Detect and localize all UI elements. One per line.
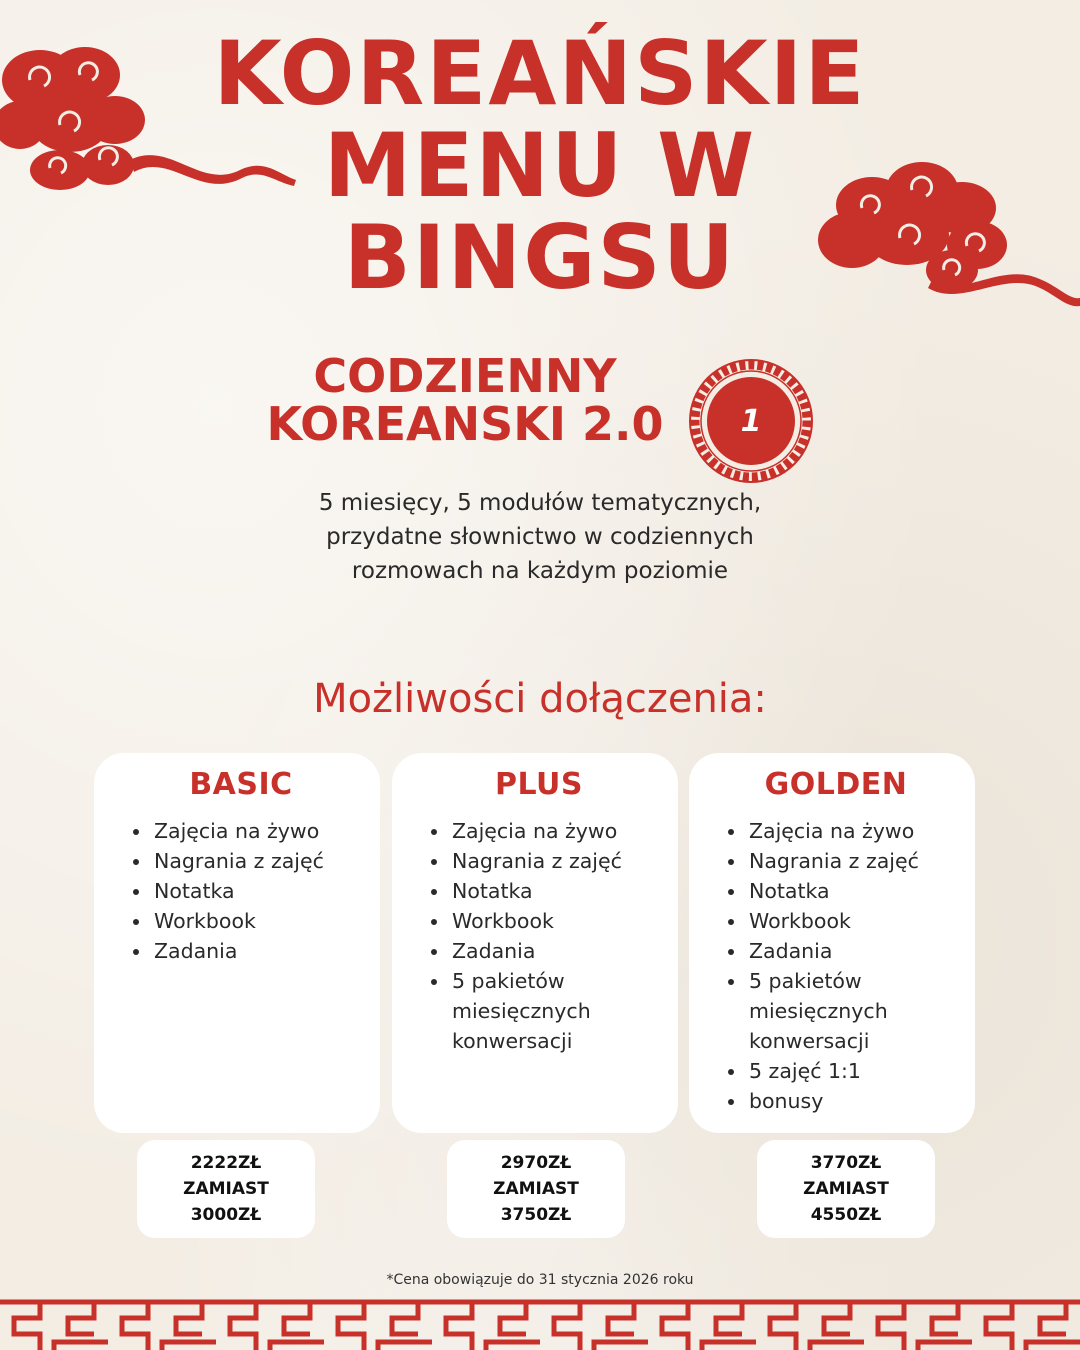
plan-card-plus: [392, 753, 678, 1133]
title-line-1: KOREAŃSKIE: [213, 22, 867, 125]
page-title: [0, 22, 1080, 309]
plan-name: BASIC: [189, 767, 293, 802]
price-current: 2970ZŁ: [500, 1153, 572, 1173]
badge-number: 1: [740, 404, 762, 439]
title-line-2: MENU W: [323, 114, 757, 217]
list-item: • Zajęcia na żywo: [152, 816, 366, 846]
feature-list: [116, 816, 366, 966]
price-original: 3750ZŁ: [500, 1205, 572, 1225]
feature-list: [711, 816, 961, 1116]
course-title: [250, 349, 680, 451]
plan-card-golden: [689, 753, 975, 1133]
greek-key-medallion-icon: [688, 358, 814, 484]
plan-name: PLUS: [494, 767, 583, 802]
course-title-line-1: CODZIENNY: [313, 349, 617, 403]
price-instead: ZAMIAST: [493, 1179, 579, 1199]
list-item: • 5 zajęć 1:1: [747, 1056, 961, 1086]
plan-card-basic: [94, 753, 380, 1133]
price-instead: ZAMIAST: [183, 1179, 269, 1199]
list-item: • Nagrania z zajęć: [747, 846, 961, 876]
price-box-basic: [137, 1140, 315, 1238]
price-instead: ZAMIAST: [803, 1179, 889, 1199]
list-item: • 5 pakietów miesięcznych konwersacji: [450, 966, 664, 1056]
list-item: • Zajęcia na żywo: [747, 816, 961, 846]
list-item: • 5 pakietów miesięcznych konwersacji: [747, 966, 961, 1056]
price-current: 2222ZŁ: [190, 1153, 262, 1173]
list-item: • Nagrania z zajęć: [152, 846, 366, 876]
price-original: 3000ZŁ: [190, 1205, 262, 1225]
options-heading: Możliwości dołączenia:: [313, 676, 767, 722]
list-item: • Notatka: [450, 876, 664, 906]
list-item: • Notatka: [152, 876, 366, 906]
list-item: • Zajęcia na żywo: [450, 816, 664, 846]
price-footnote: *Cena obowiązuje do 31 stycznia 2026 roku: [386, 1272, 694, 1288]
title-line-3: BINGSU: [343, 206, 737, 309]
list-item: • Zadania: [152, 936, 366, 966]
list-item: • bonusy: [747, 1086, 961, 1116]
price-box-plus: [447, 1140, 625, 1238]
price-original: 4550ZŁ: [810, 1205, 882, 1225]
course-title-line-2: KOREANSKI 2.0: [266, 397, 664, 451]
price-current: 3770ZŁ: [810, 1153, 882, 1173]
plan-name: GOLDEN: [764, 767, 908, 802]
price-box-golden: [757, 1140, 935, 1238]
list-item: • Zadania: [450, 936, 664, 966]
list-item: • Zadania: [747, 936, 961, 966]
list-item: • Nagrania z zajęć: [450, 846, 664, 876]
list-item: • Workbook: [747, 906, 961, 936]
greek-key-border-icon: [0, 1296, 1080, 1350]
list-item: • Workbook: [152, 906, 366, 936]
list-item: • Notatka: [747, 876, 961, 906]
feature-list: [414, 816, 664, 1056]
course-description: 5 miesięcy, 5 modułów tematycznych, przydatne słownictwo w codziennych rozmowach na każdym poziomie: [318, 490, 762, 584]
list-item: • Workbook: [450, 906, 664, 936]
